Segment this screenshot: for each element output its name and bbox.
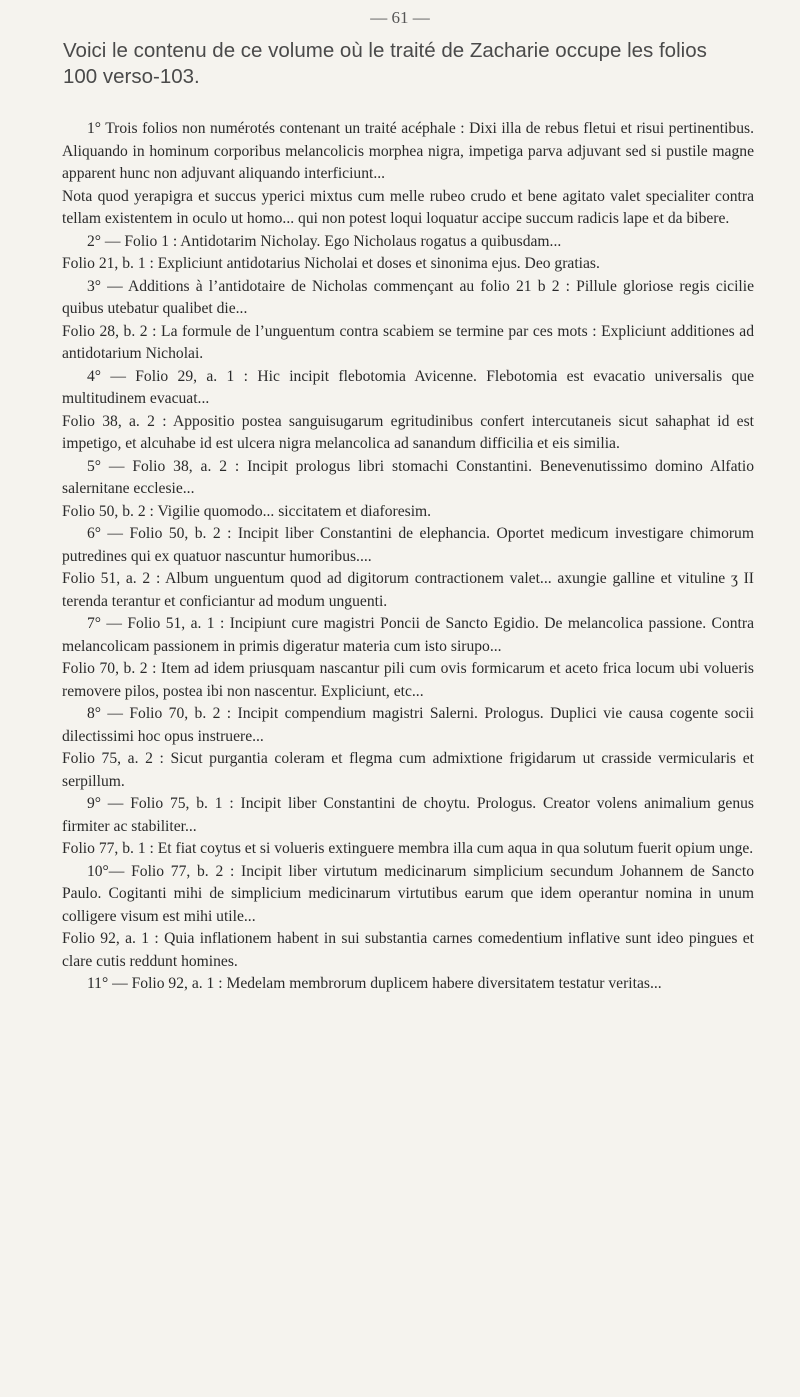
paragraph: 11° — Folio 92, a. 1 : Medelam membrorum duplicem habere diversitatem testatur veritas... bbox=[86, 975, 662, 992]
paragraph: 2° — Folio 1 : Antidotarim Nicholay. Ego Nicholaus rogatus a quibusdam... bbox=[86, 232, 562, 250]
intro-line-1: Voici le contenu de ce volume où le traité de Zacharie occupe les folios bbox=[63, 39, 707, 62]
paragraph: 6° — Folio 50, b. 2 : Incipit liber Constantini de elephancia. Oportet medicum investigare chimorum putredines qui ex quatuor nascuntur humoribus.... bbox=[62, 525, 754, 565]
paragraph: Folio 38, a. 2 : Appositio postea sanguisugarum egritudinibus confert intercutaneis sicut sahaphat id est impetigo, et alcuhabe id est ulcera nigra melancolica ad sanandum difficilia et eis similia. bbox=[62, 412, 754, 452]
paragraph: 10°— Folio 77, b. 2 : Incipit liber virtutum medicinarum simplicium secundum Johannem de Sancto Paulo. Cogitanti mihi de simplicium medicinarum virtutibus earum que idem operantur nomina in unum colligere visum est mihi utile... bbox=[62, 862, 754, 925]
paragraph: Folio 92, a. 1 : Quia inflationem habent in sui substantia carnes comedentium inflative sunt ideo pingues et clare cutis reddunt homines. bbox=[62, 930, 754, 970]
paragraph: 1° Trois folios non numérotés contenant un traité acéphale : Dixi illa de rebus fletui et risui pertinentibus. Aliquando in hominum corporibus melancolicis morphea nigra, impetiga parva adjuvant sed si pustile magne apparent hunc non adjuvant aliquando interficiunt... bbox=[62, 120, 754, 182]
page-number: — 61 — bbox=[370, 8, 430, 27]
paragraph: Folio 51, a. 2 : Album unguentum quod ad digitorum contractionem valet... axungie galline et vituline ʒ II terenda terantur et conficiantur ad modum unguenti. bbox=[62, 570, 754, 610]
paragraph: Folio 77, b. 1 : Et fiat coytus et si volueris extinguere membra illa cum aqua in qua solutum fuerit opium unge. bbox=[62, 840, 754, 857]
paragraph: Folio 21, b. 1 : Expliciunt antidotarius Nicholai et doses et sinonima ejus. Deo gratias. bbox=[62, 255, 600, 272]
paragraph: 4° — Folio 29, a. 1 : Hic incipit flebotomia Avicenne. Flebotomia est evacatio universalis que multitudinem evacuat... bbox=[62, 367, 754, 407]
intro-heading bbox=[63, 38, 753, 90]
paragraph: Nota quod yerapigra et succus yperici mixtus cum melle rubeo crudo et bene agitato valet specialiter contra tellam existentem in oculo ut homo... qui non potest loqui loquatur accipe succum radicis lape et da bibere. bbox=[62, 187, 754, 227]
paragraph: 9° — Folio 75, b. 1 : Incipit liber Constantini de choytu. Prologus. Creator volens animalium genus firmiter ac stabiliter... bbox=[62, 795, 754, 835]
paragraph: 7° — Folio 51, a. 1 : Incipiunt cure magistri Poncii de Sancto Egidio. De melancolica passione. Contra melancolicam passionem in primis digeratur materia cum isto sirupo... bbox=[62, 615, 754, 655]
paragraph: 3° — Additions à l’antidotaire de Nicholas commençant au folio 21 b 2 : Pillule gloriose regis cicilie quibus utebatur qualibet die... bbox=[62, 277, 754, 317]
paragraph: 8° — Folio 70, b. 2 : Incipit compendium magistri Salerni. Prologus. Duplici vie causa cogente socii dilectissimi hoc opus instruere... bbox=[62, 705, 754, 745]
contents-list bbox=[62, 118, 754, 996]
paragraph: 5° — Folio 38, a. 2 : Incipit prologus libri stomachi Constantini. Benevenutissimo domino Alfatio salernitane ecclesie... bbox=[62, 457, 754, 497]
paragraph: Folio 70, b. 2 : Item ad idem priusquam nascantur pili cum ovis formicarum et aceto frica locum ubi volueris removere pilos, postea ibi non nascentur. Expliciunt, etc... bbox=[62, 660, 754, 700]
paragraph: Folio 50, b. 2 : Vigilie quomodo... siccitatem et diaforesim. bbox=[62, 502, 432, 520]
paragraph: Folio 28, b. 2 : La formule de l’unguentum contra scabiem se termine par ces mots : Expliciunt additiones ad antidotarium Nicholai. bbox=[62, 322, 754, 362]
paragraph: Folio 75, a. 2 : Sicut purgantia coleram et flegma cum admixtione frigidarum ut crasside vermicularis et serpillum. bbox=[62, 750, 754, 790]
intro-line-2: 100 verso-103. bbox=[63, 65, 200, 88]
